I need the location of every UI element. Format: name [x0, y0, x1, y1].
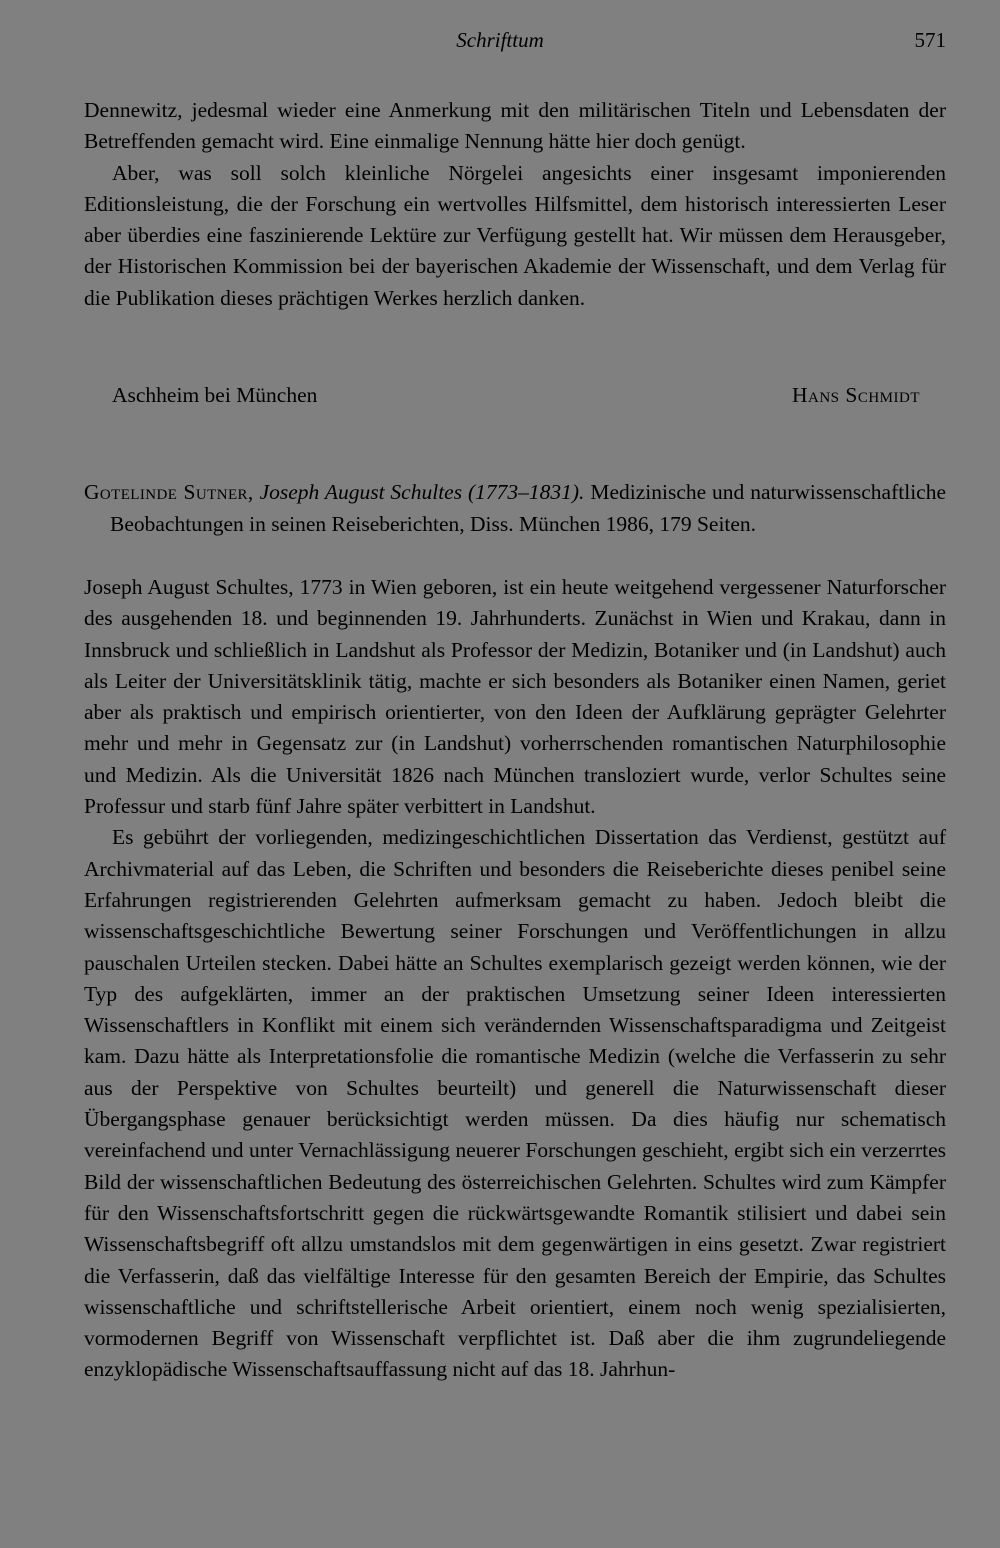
review-2-citation — [84, 477, 946, 540]
review-2-book-title: Joseph August Schultes (1773–1831). — [259, 480, 585, 504]
review-2-body — [84, 572, 946, 1386]
review-2-citation-text — [84, 477, 946, 540]
review-1-paragraph-2: Aber, was soll solch kleinliche Nörgelei angesichts einer insgesamt imponierenden Editionsleistung, die der Forschung ein wertvolles Hilfsmittel, dem historisch interessierten Leser aber überdies eine faszinierende Lektüre zur Verfügung gestellt hat. Wir müssen dem Herausgeber, der Historischen Kommission bei der bayerischen Akademie der Wissenschaft, und dem Verlag für die Publikation dieses prächtigen Werkes herzlich danken. — [84, 160, 946, 310]
running-title: Schrifttum — [456, 28, 544, 52]
review-2-book-author: Gotelinde Sutner, — [84, 480, 254, 504]
page-number: 571 — [914, 28, 946, 52]
review-2-book-subtitle: Medizinische und naturwissenschaftliche Beobachtungen in seinen Reiseberichten, Diss. München 1986, 179 Seiten. — [110, 480, 947, 536]
review-1-place: Aschheim bei München — [112, 383, 318, 407]
review-1-paragraph-1: Dennewitz, jedesmal wieder eine Anmerkung mit den militärischen Titeln und Lebensdaten der Betreffenden gemacht wird. Eine einmalige Nennung hätte hier doch genügt. — [84, 98, 946, 154]
review-1-body — [84, 95, 946, 314]
review-2-paragraph-1: Joseph August Schultes, 1773 in Wien geboren, ist ein heute weitgehend vergessener Naturforscher des ausgehenden 18. und beginnenden 19. Jahrhunderts. Zunächst in Wien und Krakau, dann in Innsbruck und schließlich in Landshut als Professor der Medizin, Botaniker und (in Landshut) auch als Leiter der Universitätsklinik tätig, machte er sich besonders als Botaniker einen Namen, geriet aber als praktisch und empirisch orientierter, von den Ideen der Aufklärung geprägter Gelehrter mehr und mehr in Gegensatz zur (in Landshut) vorherrschenden romantischen Naturphilosophie und Medizin. Als die Universität 1826 nach München transloziert wurde, verlor Schultes seine Professur und starb fünf Jahre später verbittert in Landshut. — [84, 575, 946, 819]
review-2-paragraph-2: Es gebührt der vorliegenden, medizingeschichtlichen Dissertation das Verdienst, gestützt auf Archivmaterial auf das Leben, die Schriften und besonders die Reiseberichte dieses penibel seine Erfahrungen registrierenden Gelehrten aufmerksam gemacht zu haben. Jedoch bleibt die wissenschaftsgeschichtliche Bewertung seiner Forschungen und Veröffentlichungen in allzu pauschalen Urteilen stecken. Dabei hätte an Schultes exemplarisch gezeigt werden können, wie der Typ des aufgeklärten, immer an der praktischen Umsetzung seiner Ideen interessierten Wissenschaftlers in Konflikt mit einem sich verändernden Wissenschaftsparadigma und Zeitgeist kam. Dazu hätte als Interpretationsfolie die romantische Medizin (welche die Verfasserin zu sehr aus der Perspektive von Schultes beurteilt) und generell die Naturwissenschaft dieser Übergangsphase genauer berücksichtigt werden müssen. Da dies häufig nur schematisch vereinfachend und unter Vernachlässigung neuerer Forschungen geschieht, ergibt sich ein verzerrtes Bild der wissenschaftlichen Bedeutung des österreichischen Gelehrten. Schultes wird zum Kämpfer für den Wissenschaftsfortschritt gegen die rückwärtsgewandte Romantik stilisiert und dabei sein Wissenschaftsbegriff oft allzu umstandslos mit dem gegenwärtigen in eins gesetzt. Zwar registriert die Verfasserin, daß das vielfältige Interesse für den gesamten Bereich der Empirie, das Schultes wissenschaftliche und schriftstellerische Arbeit orientiert, einem noch wenig spezialisierten, vormodernen Begriff von Wissenschaft verpflichtet ist. Daß aber die ihm zugrundeliegende enzyklopädische Wissenschaftsauffassung nicht auf das 18. Jahrhun- — [84, 825, 946, 1382]
review-1-reviewer: Hans Schmidt — [791, 383, 920, 407]
